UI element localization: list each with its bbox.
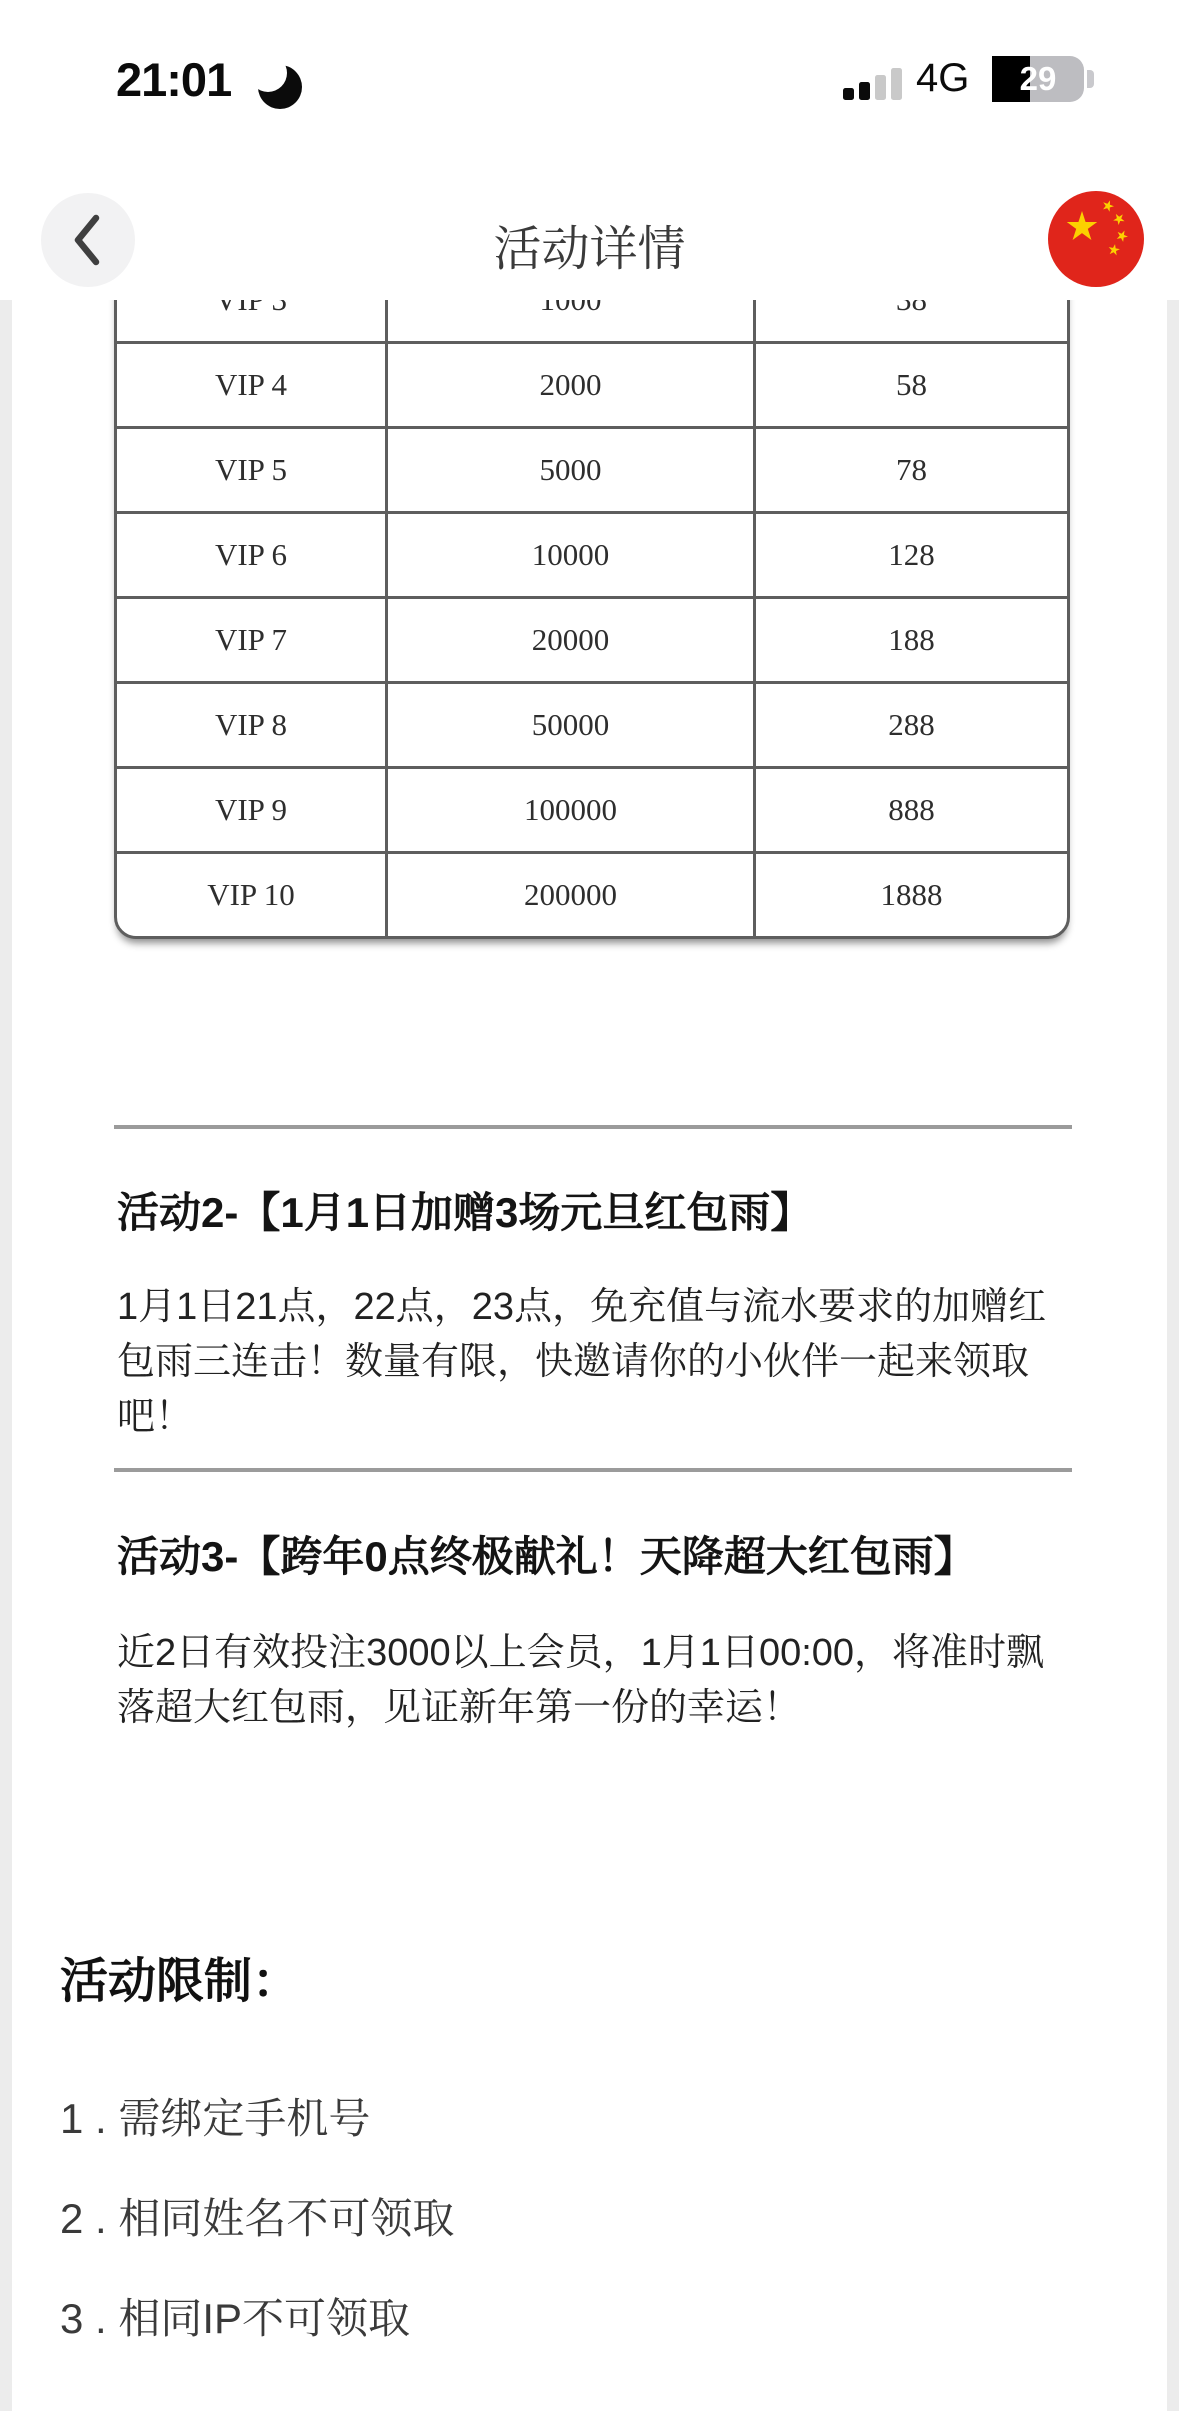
- amount-cell: 50000: [385, 684, 753, 766]
- battery-percent: 29: [1019, 60, 1057, 97]
- page-title: 活动详情: [493, 223, 686, 276]
- section-divider: [114, 1125, 1072, 1129]
- vip-reward-table: [114, 256, 1070, 939]
- status-time: 21:01: [116, 53, 232, 106]
- table-row: [117, 596, 1067, 681]
- table-row: [117, 511, 1067, 596]
- table-row: [117, 851, 1067, 936]
- reward-cell: 1888: [753, 854, 1067, 936]
- reward-cell: 58: [753, 344, 1067, 426]
- activity2-description: 1月1日21点，22点，23点，免充值与流水要求的加赠红包雨三连击！数量有限，快邀请你的小伙伴一起来领取吧！: [117, 1286, 1047, 1438]
- reward-cell: 288: [753, 684, 1067, 766]
- table-row: [117, 681, 1067, 766]
- do-not-disturb-moon-icon: [252, 58, 306, 112]
- activity3-description: 近2日有效投注3000以上会员，1月1日00:00，将准时飘落超大红包雨，见证新年第一份的幸运！: [117, 1632, 1045, 1729]
- amount-cell: 5000: [385, 429, 753, 511]
- scrollbar-track: [1167, 300, 1179, 2411]
- amount-cell: 10000: [385, 514, 753, 596]
- vip-level-cell: VIP 6: [214, 537, 288, 572]
- reward-cell: 128: [753, 514, 1067, 596]
- cellular-signal-icon: [843, 60, 905, 100]
- left-page-gutter: [0, 300, 12, 2411]
- table-row: [117, 766, 1067, 851]
- amount-cell: 200000: [385, 854, 753, 936]
- restrictions-heading: 活动限制：: [60, 1955, 301, 2008]
- battery-icon: [992, 56, 1084, 102]
- activity-detail-content[interactable]: [0, 300, 1179, 2411]
- section-divider: [114, 1468, 1072, 1472]
- amount-cell: 20000: [385, 599, 753, 681]
- restriction-item-1: 1 . 需绑定手机号: [60, 2095, 371, 2142]
- reward-cell: 888: [753, 769, 1067, 851]
- vip-level-cell: VIP 10: [207, 877, 295, 912]
- activity2-heading: 活动2-【1月1日加赠3场元旦红包雨】: [117, 1189, 813, 1236]
- vip-level-cell: VIP 5: [214, 452, 288, 487]
- vip-level-cell: VIP 9: [214, 792, 288, 827]
- network-type-label: 4G: [916, 56, 970, 100]
- table-row: [117, 341, 1067, 426]
- reward-cell: 78: [753, 429, 1067, 511]
- china-flag-icon[interactable]: [1048, 191, 1144, 287]
- amount-cell: 100000: [385, 769, 753, 851]
- activity3-heading: 活动3-【跨年0点终极献礼！天降超大红包雨】: [117, 1533, 976, 1580]
- vip-level-cell: VIP 4: [214, 367, 288, 402]
- battery-cap: [1087, 70, 1094, 88]
- reward-cell: 188: [753, 599, 1067, 681]
- restriction-item-3: 3 . 相同IP不可领取: [60, 2295, 411, 2342]
- table-row: [117, 426, 1067, 511]
- restriction-item-2: 2 . 相同姓名不可领取: [60, 2195, 455, 2242]
- vip-level-cell: VIP 8: [214, 707, 288, 742]
- vip-level-cell: VIP 7: [214, 622, 288, 657]
- amount-cell: 2000: [385, 344, 753, 426]
